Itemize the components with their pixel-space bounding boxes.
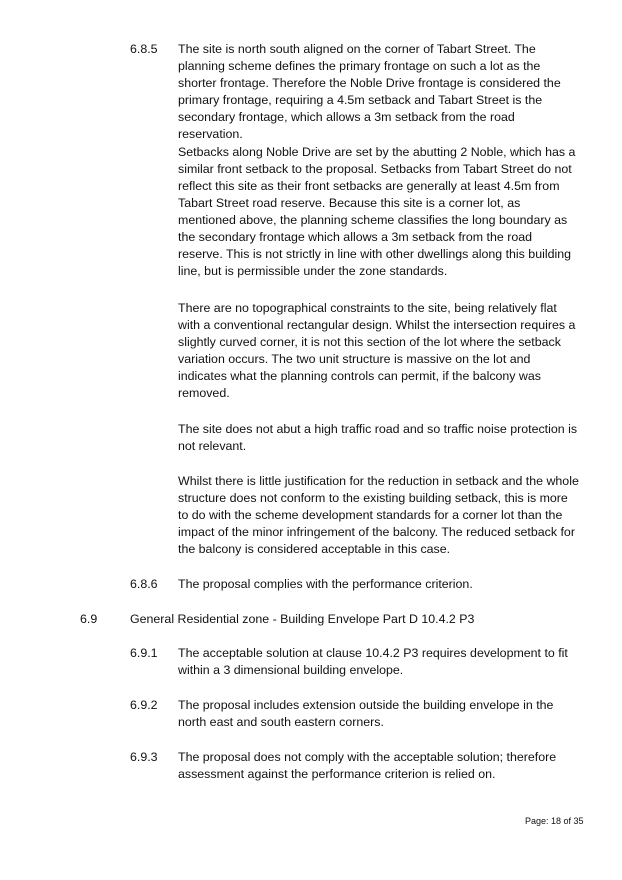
paragraph: The acceptable solution at clause 10.4.2 P3 requires development to fit within a 3 dimensional building envelope. (178, 646, 568, 677)
clause-number: 6.8.5 (130, 42, 158, 56)
paragraph: Whilst there is little justification for the reduction in setback and the whole structure does not conform to the existing building setback, this is more to do with the scheme development standards for a corner lot than the impact of the minor infringement of the balcony. The reduced setback for the balcony is considered acceptable in this case. (178, 474, 579, 556)
section-title: General Residential zone - Building Envelope Part D 10.4.2 P3 (130, 612, 475, 626)
paragraph: There are no topographical constraints to the site, being relatively flat with a conventional rectangular design. Whilst the intersection requires a slightly curved corner, it is not this section of the lot where the setback variation occurs. The two unit structure is massive on the lot and indicates what the planning controls can permit, if the balcony was removed. (178, 301, 576, 400)
paragraph: The site does not abut a high traffic road and so traffic noise protection is not relevant. (178, 422, 578, 453)
paragraph: The proposal does not comply with the acceptable solution; therefore assessment against the performance criterion is relied on. (178, 750, 557, 781)
paragraph: The proposal includes extension outside the building envelope in the north east and south eastern corners. (178, 698, 554, 729)
clause-number: 6.9.3 (130, 750, 158, 764)
paragraph: The site is north south aligned on the corner of Tabart Street. The planning scheme defines the primary frontage on such a lot as the shorter frontage. Therefore the Noble Drive frontage is considered the primary frontage, requiring a 4.5m setback and Tabart Street is the secondary frontage, which allows a 3m setback from the road reservation. (178, 42, 561, 141)
clause-number: 6.8.6 (130, 577, 158, 591)
page-number: Page: 18 of 35 (525, 816, 584, 826)
clause-number: 6.9.1 (130, 646, 158, 660)
clause-number: 6.9.2 (130, 698, 158, 712)
section-number: 6.9 (80, 612, 98, 626)
paragraph: Setbacks along Noble Drive are set by the abutting 2 Noble, which has a similar front setback to the proposal. Setbacks from Tabart Street do not reflect this site as their front setbacks are generally at least 4.5m from Tabart Street road reserve. Because this site is a corner lot, as mentioned above, the planning scheme classifies the long boundary as the secondary frontage which allows a 3m setback from the road reserve. This is not strictly in line with other dwellings along this building line, but is permissible under the zone standards. (178, 145, 576, 278)
paragraph: The proposal complies with the performance criterion. (178, 577, 473, 591)
